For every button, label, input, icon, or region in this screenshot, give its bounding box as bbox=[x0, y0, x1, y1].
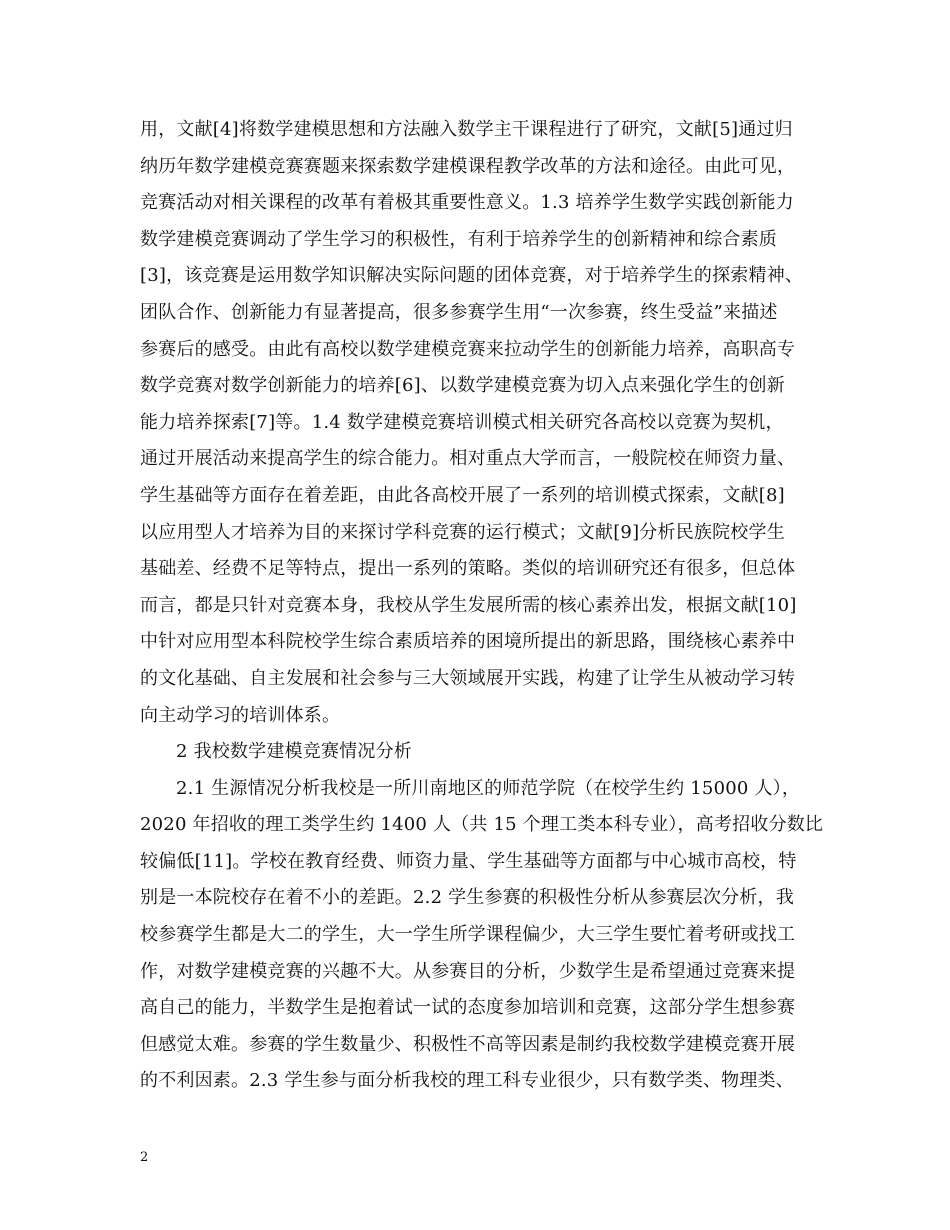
text-line: 高自己的能力，半数学生是抱着试一试的态度参加培训和竞赛，这部分学生想参赛 bbox=[140, 997, 796, 1019]
text-line: 校参赛学生都是大二的学生，大一学生所学课程偏少，大三学生要忙着考研或找工 bbox=[140, 924, 796, 946]
text-line: 2.1 生源情况分析我校是一所川南地区的师范学院（在校学生约 15000 人）， bbox=[176, 777, 801, 799]
text-line: 的文化基础、自主发展和社会参与三大领域展开实践，构建了让学生从被动学习转 bbox=[140, 667, 796, 689]
text-line: 向主动学习的培训体系。 bbox=[140, 704, 341, 726]
text-line: 竞赛活动对相关课程的改革有着极其重要性意义。1.3 培养学生数学实践创新能力 bbox=[140, 192, 794, 214]
page-number: 2 bbox=[140, 1150, 149, 1165]
text-line: 但感觉太难。参赛的学生数量少、积极性不高等因素是制约我校数学建模竞赛开展 bbox=[140, 1033, 796, 1055]
text-line: 基础差、经费不足等特点，提出一系列的策略。类似的培训研究还有很多，但总体 bbox=[140, 558, 796, 580]
text-line: 数学建模竞赛调动了学生学习的积极性，有利于培养学生的创新精神和综合素质 bbox=[140, 228, 777, 250]
text-line: 通过开展活动来提高学生的综合能力。相对重点大学而言，一般院校在师资力量、 bbox=[140, 448, 796, 470]
text-line: 2020 年招收的理工类学生约 1400 人（共 15 个理工类本科专业），高考招收分数比 bbox=[140, 814, 824, 836]
text-line: 而言，都是只针对竞赛本身，我校从学生发展所需的核心素养出发，根据文献[10] bbox=[140, 594, 797, 616]
text-line: 团队合作、创新能力有显著提高，很多参赛学生用“一次参赛，终生受益”来描述 bbox=[140, 301, 778, 323]
text-line: 中针对应用型本科院校学生综合素质培养的困境所提出的新思路，围绕核心素养中 bbox=[140, 631, 796, 653]
text-line: 参赛后的感受。由此有高校以数学建模竞赛来拉动学生的创新能力培养，高职高专 bbox=[140, 338, 796, 360]
text-line: 学生基础等方面存在着差距，由此各高校开展了一系列的培训模式探索，文献[8] bbox=[140, 484, 785, 506]
text-line: 作，对数学建模竞赛的兴趣不大。从参赛目的分析，少数学生是希望通过竞赛来提 bbox=[140, 960, 796, 982]
body-text bbox=[140, 112, 830, 1100]
text-line: 能力培养探索[7]等。1.4 数学建模竞赛培训模式相关研究各高校以竞赛为契机， bbox=[140, 411, 784, 433]
text-line: 的不利因素。2.3 学生参与面分析我校的理工科专业很少，只有数学类、物理类、 bbox=[140, 1070, 794, 1092]
text-line: 以应用型人才培养为目的来探讨学科竞赛的运行模式；文献[9]分析民族院校学生 bbox=[140, 521, 785, 543]
text-line: 纳历年数学建模竞赛赛题来探索数学建模课程教学改革的方法和途径。由此可见， bbox=[140, 155, 796, 177]
text-line: 用，文献[4]将数学建模思想和方法融入数学主干课程进行了研究，文献[5]通过归 bbox=[140, 119, 793, 140]
text-line: 数学竞赛对数学创新能力的培养[6]、以数学建模竞赛为切入点来强化学生的创新 bbox=[140, 375, 785, 397]
text-line: 较偏低[11]。学校在教育经费、师资力量、学生基础等方面都与中心城市高校，特 bbox=[140, 850, 797, 872]
text-line: 别是一本院校存在着不小的差距。2.2 学生参赛的积极性分析从参赛层次分析，我 bbox=[140, 887, 794, 909]
text-line: [3]，该竞赛是运用数学知识解决实际问题的团体竞赛，对于培养学生的探索精神、 bbox=[140, 265, 804, 287]
section-heading: 2 我校数学建模竞赛情况分析 bbox=[176, 741, 412, 763]
